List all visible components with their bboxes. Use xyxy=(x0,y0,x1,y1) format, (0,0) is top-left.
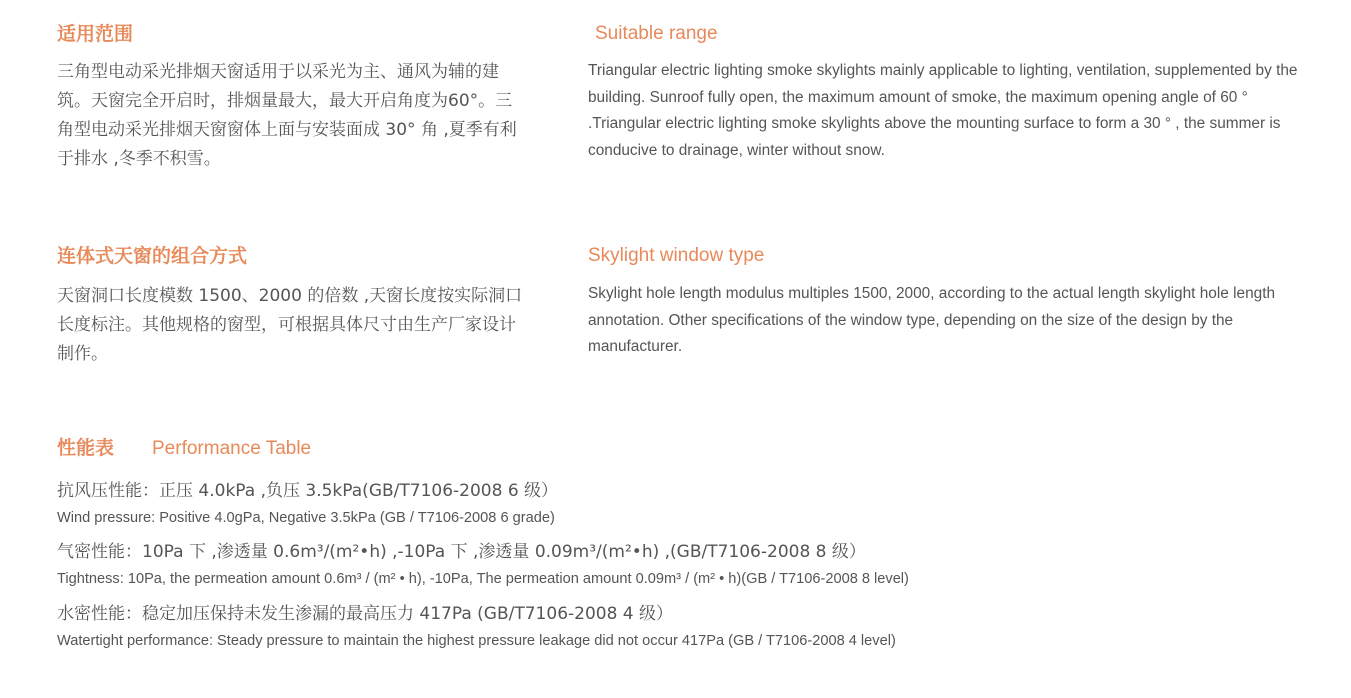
performance-title-cn: 性能表 xyxy=(57,437,115,459)
wind-pressure-cn: 抗风压性能：正压 4.0kPa ,负压 3.5kPa(GB/T7106-2008 6 级） xyxy=(57,481,559,501)
suitable-range-body-cn: 三角型电动采光排烟天窗适用于以采光为主、通风为辅的建筑。天窗完全开启时，排烟量最大，最大开启角度为60°。三角型电动采光排烟天窗窗体上面与安装面成 30° 角 ,夏季有利于排水 ,冬季不积雪。 xyxy=(57,62,517,169)
window-type-title-en: Skylight window type xyxy=(588,245,765,266)
suitable-range-body-en: Triangular electric lighting smoke skylights mainly applicable to lighting, ventilation, supplemented by the building. Sunroof fully open, the maximum amount of smoke, the maximum opening angle of 60 ° .Triangular electric lighting smoke skylights above the mounting surface to form a 30 ° , the summer is conducive to drainage, winter without snow. xyxy=(588,62,1298,159)
tightness-en: Tightness: 10Pa, the permeation amount 0.6m³ / (m² • h), -10Pa, The permeation amount 0.09m³ / (m² • h)(GB / T7106-2008 8 level) xyxy=(57,571,909,587)
watertight-cn: 水密性能：稳定加压保持未发生渗漏的最高压力 417Pa (GB/T7106-2008 4 级） xyxy=(57,604,674,624)
suitable-range-title-cn: 适用范围 xyxy=(57,23,134,45)
performance-title-en: Performance Table xyxy=(152,438,312,459)
watertight-en: Watertight performance: Steady pressure to maintain the highest pressure leakage did not occur 417Pa (GB / T7106-2008 4 level) xyxy=(57,633,896,649)
window-type-body-en: Skylight hole length modulus multiples 1500, 2000, according to the actual length skylight hole length annotation. Other specifications of the window type, depending on the size of the design by the manufacturer. xyxy=(588,285,1276,355)
suitable-range-title-en: Suitable range xyxy=(595,23,718,44)
window-type-body-cn: 天窗洞口长度模数 1500、2000 的倍数 ,天窗长度按实际洞口长度标注。其他规格的窗型，可根据具体尺寸由生产厂家设计制作。 xyxy=(57,286,523,364)
window-type-title-cn: 连体式天窗的组合方式 xyxy=(57,245,248,267)
wind-pressure-en: Wind pressure: Positive 4.0gPa, Negative 3.5kPa (GB / T7106-2008 6 grade) xyxy=(57,510,555,526)
tightness-cn: 气密性能：10Pa 下 ,渗透量 0.6m³/(m²•h) ,-10Pa 下 ,渗透量 0.09m³/(m²•h) ,(GB/T7106-2008 8 级） xyxy=(57,542,866,562)
